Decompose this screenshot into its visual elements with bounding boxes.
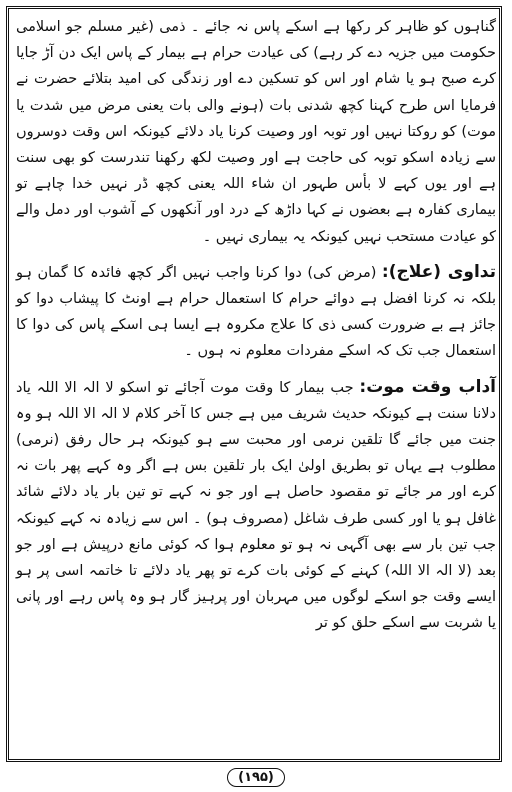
paragraph-text: گناہوں کو ظاہر کر رکھا ہے اسکے پاس نہ جائے ۔ ذمی (غیر مسلم جو اسلامی حکومت میں جزیہ دے کر رہے) کی عیادت حرام ہے بیمار کے پاس ایک دن آڑ جایا کرے صبح ہو یا شام اور اس کو تسکین دے اور زندگی کی امید بتلائے حضرت نے فرمایا اس طرح کہنا کچھ شدنی بات (ہونے والی بات یعنی مرض میں شدت یا موت) کو روکتا نہیں اور توبہ اور وصیت کرنا یاد دلائے کیونکہ اس وقت دوسروں سے زیادہ اسکو توبہ کی حاجت ہے اور وصیت لکھ رکھنا تندرست کو بھی سنت ہے اور یوں کہے لا بأس طہور ان شاء اللہ یعنی کچھ ڈر نہیں خدا چاہے تو بیماری کفارہ ہے بعضوں نے کہا داڑھ کے درد اور آنکھوں کے آشوب اور دمل والے کو عیادت مستحب نہیں کیونکہ یہ بیماری نہیں ۔	[16, 19, 496, 245]
paragraph-etiquette-at-death	[16, 373, 496, 637]
section-heading-aadab-waqt-maut: آداب وقت موت:	[359, 376, 496, 397]
section-heading-tadawi: تداوی (علاج):	[381, 261, 496, 282]
paragraph-visiting-sick	[16, 12, 496, 250]
paragraph-text: (مرض کی) دوا کرنا واجب نہیں اگر کچھ فائدہ کا گمان ہو بلکہ نہ کرنا افضل ہے دوائے حرام کا استعمال حرام ہے اونٹ کا پیشاب دوا کو جائز ہے بے ضرورت کسی ذی کا علاج مکروہ ہے ایسا ہی اسکے پاس کی دوا کا استعمال جب تک کہ اسکے مفردات معلوم نہ ہوں ۔	[16, 264, 496, 360]
page-body	[16, 12, 496, 637]
page-number: (۱۹۵)	[227, 768, 285, 787]
page-footer	[0, 766, 512, 787]
paragraph-text: جب بیمار کا وقت موت آجائے تو اسکو لا الہ الا اللہ یاد دلانا سنت ہے کیونکہ حدیث شریف میں ہے جس کا آخر کلام لا الہ الا اللہ ہو وہ جنت میں جائے گا تلقین نرمی اور محبت سے ہو کیونکہ ہر حال رفق (نرمی) مطلوب ہے یہاں تو بطریق اولیٰ ایک بار تلقین بس ہے اگر وہ کہے پھر بات نہ کرے اور مر جائے تو مقصود حاصل ہے اور جو نہ کہے تو تین بار یاد دلائے شائد غافل ہو یا اور کسی طرف شاغل (مصروف ہو) ۔ اس سے زیادہ نہ کہے کیونکہ جب تین بار سے بھی آگہی نہ ہو تو معلوم ہوا کہ کوئی مانع درپیش ہے اور جو بعد (لا الہ الا اللہ) کہنے کے کوئی بات کرے تو پھر یاد دلائے تا خاتمہ اسی پر ہو ایسے وقت جو اسکے لوگوں میں مہربان اور پرہیز گار ہو وہ پاس رہے اور پانی یا شربت سے اسکے حلق کو تر	[16, 379, 496, 632]
paragraph-spacer	[16, 250, 496, 258]
paragraph-medical-treatment	[16, 258, 496, 365]
paragraph-spacer	[16, 365, 496, 373]
